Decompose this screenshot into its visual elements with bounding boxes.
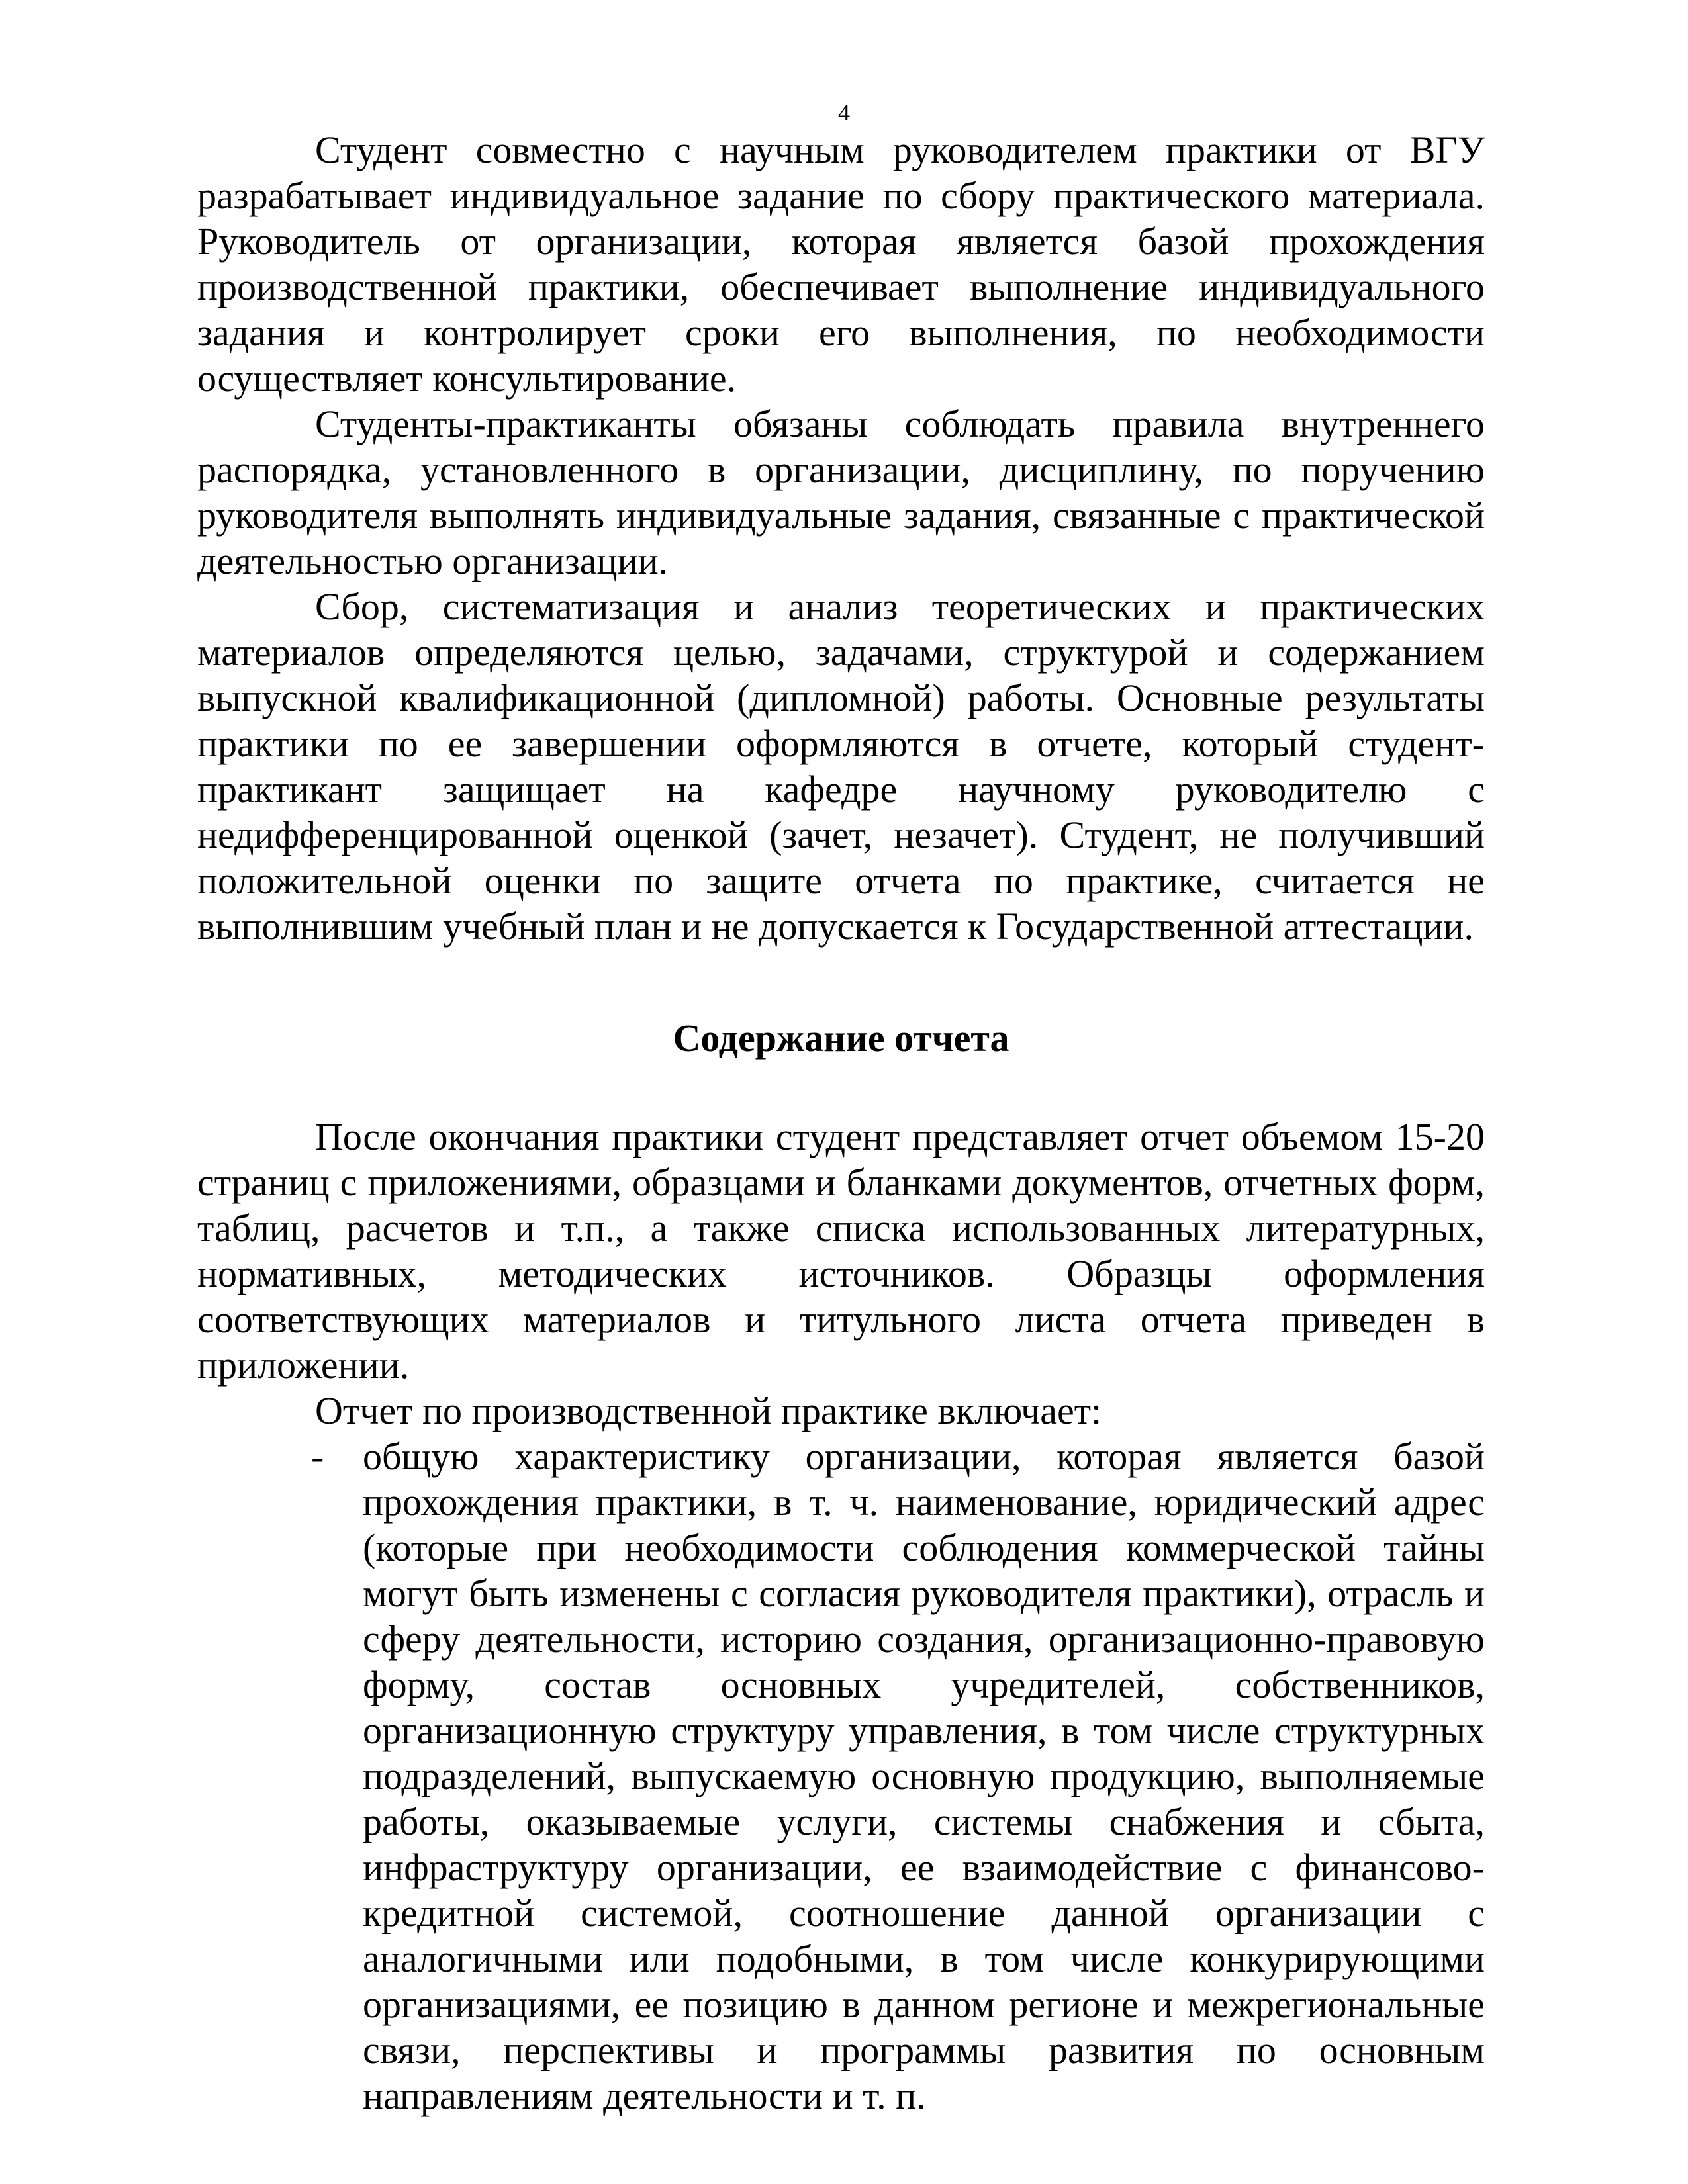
paragraph-intern-duties: Студенты-практиканты обязаны соблюдать правила внутреннего распорядка, установленного в организации, дисциплину, по поручению руководителя выполнять индивидуальные задания, связанные с практической деятельностью организации. bbox=[197, 402, 1485, 582]
paragraph-report-volume: После окончания практики студент представляет отчет объемом 15-20 страниц с приложениями, образцами и бланками документов, отчетных форм, таблиц, расчетов и т.п., а также списка использованных литературных, нормативных, методических источников. Образцы оформления соответствующих материалов и титульного листа отчета приведен в приложении. bbox=[197, 1115, 1485, 1387]
paragraph-advisor-task: Студент совместно с научным руководителем практики от ВГУ разрабатывает индивидуальное задание по сбору практического материала. Руководитель от организации, которая является базой прохождения производственной практики, обеспечивает выполнение индивидуального задания и контролирует сроки его выполнения, по необходимости осуществляет консультирование. bbox=[197, 128, 1485, 400]
list-item bbox=[197, 1433, 1485, 2118]
list-dash-marker: - bbox=[311, 1435, 324, 1478]
paragraph-materials-analysis: Сбор, систематизация и анализ теоретических и практических материалов определяются целью, задачами, структурой и содержанием выпускной квалификационной (дипломной) работы. Основные результаты практики по ее завершении оформляются в отчете, который студент-практикант защищает на кафедре научному руководителю с недифференцированной оценкой (зачет, незачет). Студент, не получивший положительной оценки по защите отчета по практике, считается не выполнившим учебный план и не допускается к Государственной аттестации. bbox=[197, 585, 1485, 948]
section-heading-report-contents: Содержание отчета bbox=[673, 1017, 1009, 1060]
list-item-text: общую характеристику организации, которая является базой прохождения практики, в т. ч. наименование, юридический адрес (которые при необходимости соблюдения коммерческой тайны могут быть изменены с согласия руководителя практики), отрасль и сферу деятельности, историю создания, организационно-правовую форму, состав основных учредителей, собственников, организационную структуру управления, в том числе структурных подразделений, выпускаемую основную продукцию, выполняемые работы, оказываемые услуги, системы снабжения и сбыта, инфраструктуру организации, ее взаимодействие с финансово-кредитной системой, соотношение данной организации с аналогичными или подобными, в том числе конкурирующими организациями, ее позицию в данном регионе и межрегиональные связи, перспективы и программы развития по основным направлениям деятельности и т. п. bbox=[363, 1435, 1485, 2117]
page-content bbox=[197, 127, 1485, 2118]
page-number: 4 bbox=[838, 99, 850, 126]
paragraph-report-includes: Отчет по производственной практике включает: bbox=[315, 1389, 1102, 1432]
report-contents-list bbox=[197, 1433, 1485, 2118]
